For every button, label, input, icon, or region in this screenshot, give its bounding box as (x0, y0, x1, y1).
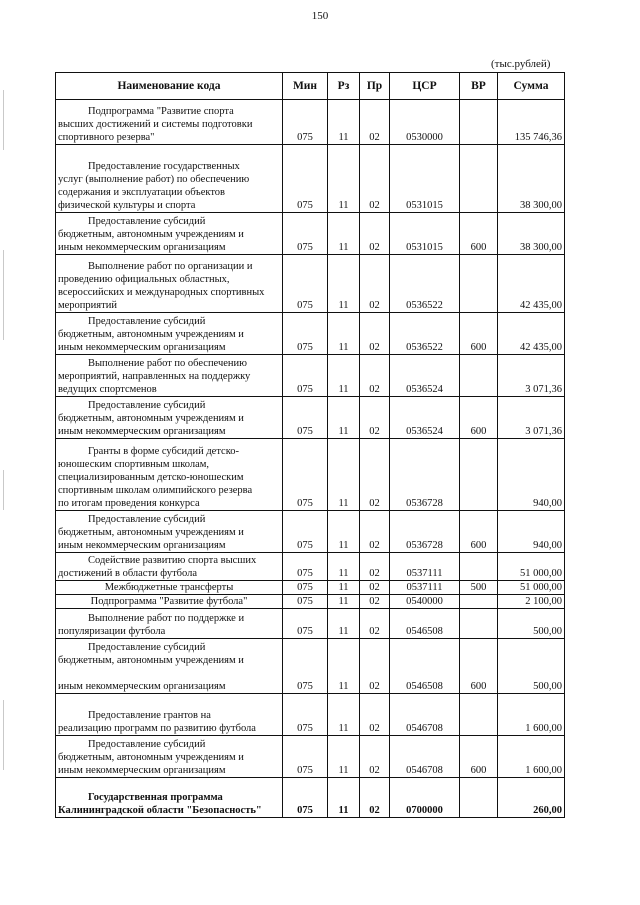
cell-rz: 11 (328, 778, 360, 818)
cell-min: 075 (283, 778, 328, 818)
budget-table (55, 72, 565, 818)
row-name-line: проведению официальных областных, (58, 274, 230, 285)
table-row (56, 694, 565, 736)
row-name-line: по итогам проведения конкурса (58, 498, 200, 509)
row-name-line: бюджетным, автономным учреждениям и (58, 527, 244, 538)
row-name-line: Предоставление субсидий (88, 400, 206, 411)
row-name (56, 397, 283, 439)
table-row (56, 313, 565, 355)
cell-vr (460, 609, 498, 639)
row-name-line (58, 667, 280, 680)
row-name-line: спортивным школам олимпийского резерва (58, 485, 253, 496)
row-name-line: иным некоммерческим организациям (58, 765, 226, 776)
row-name (56, 581, 283, 595)
cell-rz: 11 (328, 255, 360, 313)
cell-sum: 1 600,00 (498, 694, 565, 736)
cell-rz: 11 (328, 439, 360, 511)
cell-sum: 3 071,36 (498, 355, 565, 397)
row-name-line: Предоставление грантов на (88, 710, 211, 721)
row-name-line: Предоставление субсидий (88, 642, 206, 653)
row-name-line: достижений в области футбола (58, 568, 198, 579)
row-name-line: высших достижений и системы подготовки (58, 119, 253, 130)
cell-sum: 500,00 (498, 609, 565, 639)
cell-csr: 0546508 (390, 639, 460, 694)
cell-sum: 42 435,00 (498, 255, 565, 313)
cell-csr: 0531015 (390, 213, 460, 255)
table-row (56, 553, 565, 581)
row-name-line: мероприятий, направленных на поддержку (58, 371, 251, 382)
row-name-line: Предоставление субсидий (88, 739, 206, 750)
row-name-line: Выполнение работ по организации и (88, 261, 253, 272)
cell-min: 075 (283, 313, 328, 355)
cell-csr: 0546508 (390, 609, 460, 639)
row-name-line: Содействие развитию спорта высших (88, 555, 257, 566)
table-row (56, 736, 565, 778)
cell-sum: 38 300,00 (498, 145, 565, 213)
scan-edge-mark (3, 700, 4, 770)
cell-min: 075 (283, 595, 328, 609)
cell-rz: 11 (328, 145, 360, 213)
row-name-line: мероприятий (58, 300, 117, 311)
row-name-line: Государственная программа (88, 792, 223, 803)
cell-vr: 600 (460, 397, 498, 439)
table-row (56, 145, 565, 213)
cell-sum: 940,00 (498, 511, 565, 553)
cell-csr: 0531015 (390, 145, 460, 213)
cell-pr: 02 (360, 313, 390, 355)
cell-sum: 1 600,00 (498, 736, 565, 778)
cell-sum: 42 435,00 (498, 313, 565, 355)
cell-min: 075 (283, 639, 328, 694)
cell-csr: 0537111 (390, 581, 460, 595)
row-name-line: юношеским спортивным школам, (58, 459, 210, 470)
cell-vr (460, 100, 498, 145)
cell-min: 075 (283, 255, 328, 313)
row-name (56, 439, 283, 511)
row-name-line: Межбюджетные трансферты (104, 582, 234, 593)
table-row (56, 639, 565, 694)
cell-vr: 600 (460, 639, 498, 694)
row-name-line: специализированным детско-юношеским (58, 472, 244, 483)
cell-min: 075 (283, 397, 328, 439)
row-name-line: бюджетным, автономным учреждениям и (58, 413, 244, 424)
cell-csr: 0546708 (390, 736, 460, 778)
row-name-line: Гранты в форме субсидий детско- (88, 446, 240, 457)
row-name (56, 736, 283, 778)
cell-vr (460, 694, 498, 736)
cell-min: 075 (283, 439, 328, 511)
cell-csr: 0537111 (390, 553, 460, 581)
cell-vr (460, 355, 498, 397)
row-name-line: популяризации футбола (58, 626, 166, 637)
cell-vr (460, 778, 498, 818)
row-name (56, 511, 283, 553)
cell-sum: 38 300,00 (498, 213, 565, 255)
cell-pr: 02 (360, 511, 390, 553)
cell-min: 075 (283, 145, 328, 213)
cell-csr: 0536728 (390, 511, 460, 553)
cell-sum: 51 000,00 (498, 553, 565, 581)
cell-pr: 02 (360, 694, 390, 736)
row-name-line: спортивного резерва" (58, 132, 155, 143)
row-name (56, 313, 283, 355)
cell-min: 075 (283, 609, 328, 639)
cell-rz: 11 (328, 213, 360, 255)
row-name-line: бюджетным, автономным учреждениям и (58, 655, 244, 666)
cell-csr: 0536524 (390, 397, 460, 439)
cell-rz: 11 (328, 694, 360, 736)
cell-min: 075 (283, 100, 328, 145)
row-name (56, 609, 283, 639)
cell-sum: 500,00 (498, 639, 565, 694)
row-name (56, 145, 283, 213)
cell-sum: 51 000,00 (498, 581, 565, 595)
row-name-line: Подпрограмма "Развитие футбола" (90, 596, 248, 607)
table-row (56, 439, 565, 511)
row-name-line: всероссийских и международных спортивных (58, 287, 265, 298)
cell-vr: 500 (460, 581, 498, 595)
cell-rz: 11 (328, 595, 360, 609)
cell-csr: 0536522 (390, 255, 460, 313)
header-csr: ЦСР (390, 73, 460, 100)
cell-rz: 11 (328, 639, 360, 694)
cell-sum: 940,00 (498, 439, 565, 511)
row-name (56, 255, 283, 313)
table-row (56, 609, 565, 639)
cell-min: 075 (283, 736, 328, 778)
table-row (56, 511, 565, 553)
row-name-line: иным некоммерческим организациям (58, 242, 226, 253)
cell-pr: 02 (360, 100, 390, 145)
table-row (56, 595, 565, 609)
row-name-line: бюджетным, автономным учреждениям и (58, 329, 244, 340)
row-name-line: иным некоммерческим организациям (58, 342, 226, 353)
cell-pr: 02 (360, 213, 390, 255)
cell-csr: 0536524 (390, 355, 460, 397)
cell-min: 075 (283, 511, 328, 553)
row-name-line: бюджетным, автономным учреждениям и (58, 752, 244, 763)
cell-vr: 600 (460, 313, 498, 355)
row-name-line: бюджетным, автономным учреждениям и (58, 229, 244, 240)
cell-csr: 0536522 (390, 313, 460, 355)
row-name-line: иным некоммерческим организациям (58, 426, 226, 437)
row-name-line: Предоставление государственных (88, 161, 240, 172)
row-name-line: физической культуры и спорта (58, 200, 196, 211)
cell-vr: 600 (460, 511, 498, 553)
cell-vr (460, 145, 498, 213)
row-name-line: Предоставление субсидий (88, 316, 206, 327)
row-name-line: Калининградской области "Безопасность" (58, 805, 262, 816)
table-row (56, 355, 565, 397)
cell-min: 075 (283, 581, 328, 595)
row-name-line: Выполнение работ по поддержке и (88, 613, 245, 624)
row-name (56, 639, 283, 694)
cell-pr: 02 (360, 736, 390, 778)
row-name-line: иным некоммерческим организациям (58, 681, 226, 692)
cell-sum: 260,00 (498, 778, 565, 818)
units-label: (тыс.рублей) (491, 58, 551, 70)
row-name (56, 778, 283, 818)
cell-sum: 135 746,36 (498, 100, 565, 145)
row-name-line: ведущих спортсменов (58, 384, 157, 395)
row-name-line: иным некоммерческим организациям (58, 540, 226, 551)
row-name (56, 100, 283, 145)
cell-pr: 02 (360, 439, 390, 511)
cell-vr (460, 255, 498, 313)
cell-rz: 11 (328, 581, 360, 595)
cell-rz: 11 (328, 355, 360, 397)
cell-rz: 11 (328, 313, 360, 355)
cell-vr (460, 595, 498, 609)
header-min: Мин (283, 73, 328, 100)
cell-csr: 0700000 (390, 778, 460, 818)
table-row (56, 255, 565, 313)
cell-pr: 02 (360, 609, 390, 639)
table-row (56, 581, 565, 595)
header-sum: Сумма (498, 73, 565, 100)
cell-pr: 02 (360, 397, 390, 439)
cell-pr: 02 (360, 581, 390, 595)
cell-pr: 02 (360, 639, 390, 694)
cell-pr: 02 (360, 355, 390, 397)
cell-vr (460, 439, 498, 511)
cell-pr: 02 (360, 553, 390, 581)
cell-sum: 3 071,36 (498, 397, 565, 439)
header-name: Наименование кода (56, 73, 283, 100)
cell-rz: 11 (328, 511, 360, 553)
table-row (56, 397, 565, 439)
row-name (56, 213, 283, 255)
scan-edge-mark (3, 250, 4, 340)
cell-pr: 02 (360, 778, 390, 818)
header-vr: ВР (460, 73, 498, 100)
cell-sum: 2 100,00 (498, 595, 565, 609)
cell-min: 075 (283, 553, 328, 581)
cell-pr: 02 (360, 595, 390, 609)
row-name-line: Предоставление субсидий (88, 514, 206, 525)
cell-csr: 0536728 (390, 439, 460, 511)
cell-rz: 11 (328, 609, 360, 639)
cell-csr: 0546708 (390, 694, 460, 736)
cell-min: 075 (283, 213, 328, 255)
row-name-line: содержания и эксплуатации объектов (58, 187, 225, 198)
row-name-line: Выполнение работ по обеспечению (88, 358, 247, 369)
cell-rz: 11 (328, 553, 360, 581)
cell-csr: 0540000 (390, 595, 460, 609)
cell-pr: 02 (360, 145, 390, 213)
table-row (56, 778, 565, 818)
cell-pr: 02 (360, 255, 390, 313)
row-name (56, 595, 283, 609)
row-name-line: реализацию программ по развитию футбола (58, 723, 256, 734)
cell-min: 075 (283, 694, 328, 736)
header-pr: Пр (360, 73, 390, 100)
row-name-line: Предоставление субсидий (88, 216, 206, 227)
row-name-line: Подпрограмма "Развитие спорта (88, 106, 234, 117)
cell-vr: 600 (460, 736, 498, 778)
cell-vr (460, 553, 498, 581)
scan-edge-mark (3, 90, 4, 150)
cell-csr: 0530000 (390, 100, 460, 145)
row-name-line: услуг (выполнение работ) по обеспечению (58, 174, 250, 185)
row-name (56, 553, 283, 581)
cell-vr: 600 (460, 213, 498, 255)
cell-rz: 11 (328, 100, 360, 145)
row-name (56, 355, 283, 397)
cell-rz: 11 (328, 736, 360, 778)
header-rz: Рз (328, 73, 360, 100)
cell-rz: 11 (328, 397, 360, 439)
row-name (56, 694, 283, 736)
table-row (56, 213, 565, 255)
page-number: 150 (311, 10, 329, 22)
table-row (56, 100, 565, 145)
table-header-row (56, 73, 565, 100)
cell-min: 075 (283, 355, 328, 397)
scan-edge-mark (3, 470, 4, 510)
